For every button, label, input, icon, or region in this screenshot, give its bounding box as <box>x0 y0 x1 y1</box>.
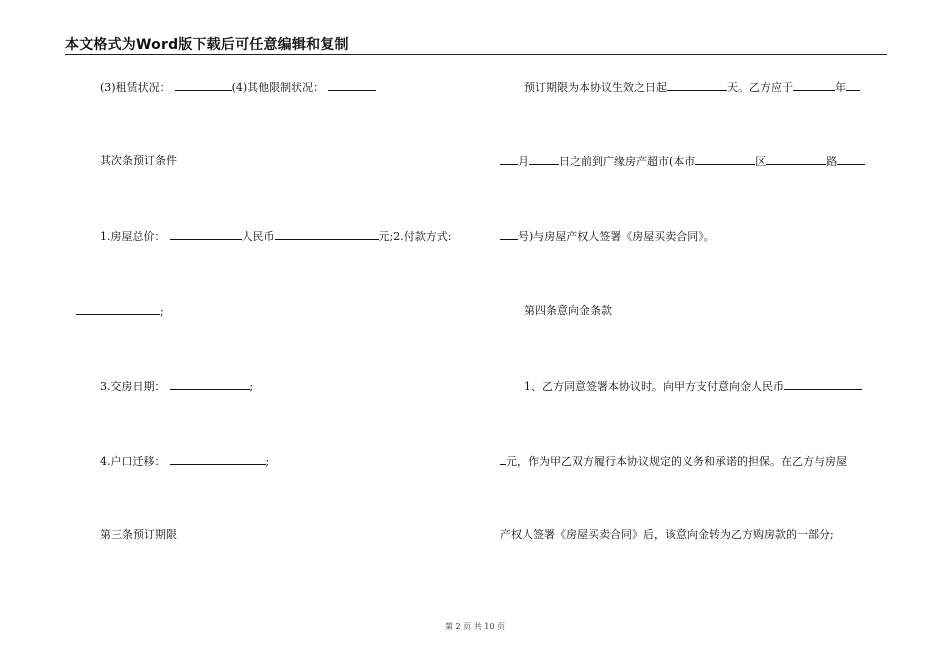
header-rule <box>65 54 887 55</box>
right-line-deposit <box>524 379 862 394</box>
handover-label: 3.交房日期： <box>100 380 166 393</box>
payment-label: 元;2.付款方式: <box>378 230 452 243</box>
section-title-4: 第四条意向金条款 <box>524 304 612 317</box>
punct: ; <box>249 380 254 393</box>
hukou-label: 4.户口迁移： <box>100 455 166 468</box>
blank <box>170 379 250 390</box>
blank <box>170 454 266 465</box>
blank <box>667 80 727 91</box>
left-line-payment-blank <box>76 304 164 319</box>
right-line-date <box>500 154 865 169</box>
left-line-rental <box>100 80 376 95</box>
blank <box>500 154 518 165</box>
right-line-contract <box>500 229 715 244</box>
price-label: 1.房屋总价： <box>100 230 166 243</box>
month-label: 月 <box>518 155 529 168</box>
section-title-3: 第三条预订期限 <box>100 528 177 541</box>
blank <box>500 229 518 240</box>
left-line-hukou <box>100 454 269 469</box>
blank <box>529 154 559 165</box>
term-text-2: 天。乙方应于 <box>727 81 793 94</box>
blank <box>784 379 862 390</box>
location-text: 日之前到广缘房产超市(本市 <box>559 155 696 168</box>
page-footer: 第 2 页 共 10 页 <box>445 622 505 631</box>
left-line-handover <box>100 379 253 394</box>
term-text: 预订期限为本协议生效之日起 <box>524 81 667 94</box>
blank <box>170 229 242 240</box>
section-title-2: 其次条预订条件 <box>100 154 177 167</box>
contract-text: 号)与房屋产权人签署《房屋买卖合同》。 <box>518 230 715 243</box>
blank <box>793 80 835 91</box>
right-line-term <box>524 80 860 95</box>
blank <box>695 154 755 165</box>
rental-label: (3)租赁状况： <box>100 81 171 94</box>
left-line-price <box>100 229 451 244</box>
year-label: 年 <box>835 81 846 94</box>
blank <box>76 304 160 315</box>
punct: ; <box>265 455 270 468</box>
district-label: 区 <box>755 155 767 168</box>
right-line-guarantee <box>500 454 847 469</box>
blank <box>175 80 227 91</box>
punct: ; <box>160 305 164 318</box>
other-limit-label: (4)其他限制状况： <box>231 81 325 94</box>
road-label: 路 <box>826 155 838 168</box>
blank <box>766 154 826 165</box>
deposit-text: 1、乙方同意签署本协议时。向甲方支付意向金人民币 <box>524 380 784 393</box>
blank <box>846 80 860 91</box>
rmb-label: 人民币 <box>241 230 275 243</box>
blank <box>837 154 865 165</box>
right-line-conversion: 产权人签署《房屋买卖合同》后，该意向金转为乙方购房款的一部分; <box>500 528 834 541</box>
blank <box>275 229 379 240</box>
guarantee-text: 元，作为甲乙双方履行本协议规定的义务和承诺的担保。在乙方与房屋 <box>506 455 847 468</box>
document-header: 本文格式为Word版下载后可任意编辑和复制 <box>65 37 349 53</box>
blank <box>328 80 376 91</box>
